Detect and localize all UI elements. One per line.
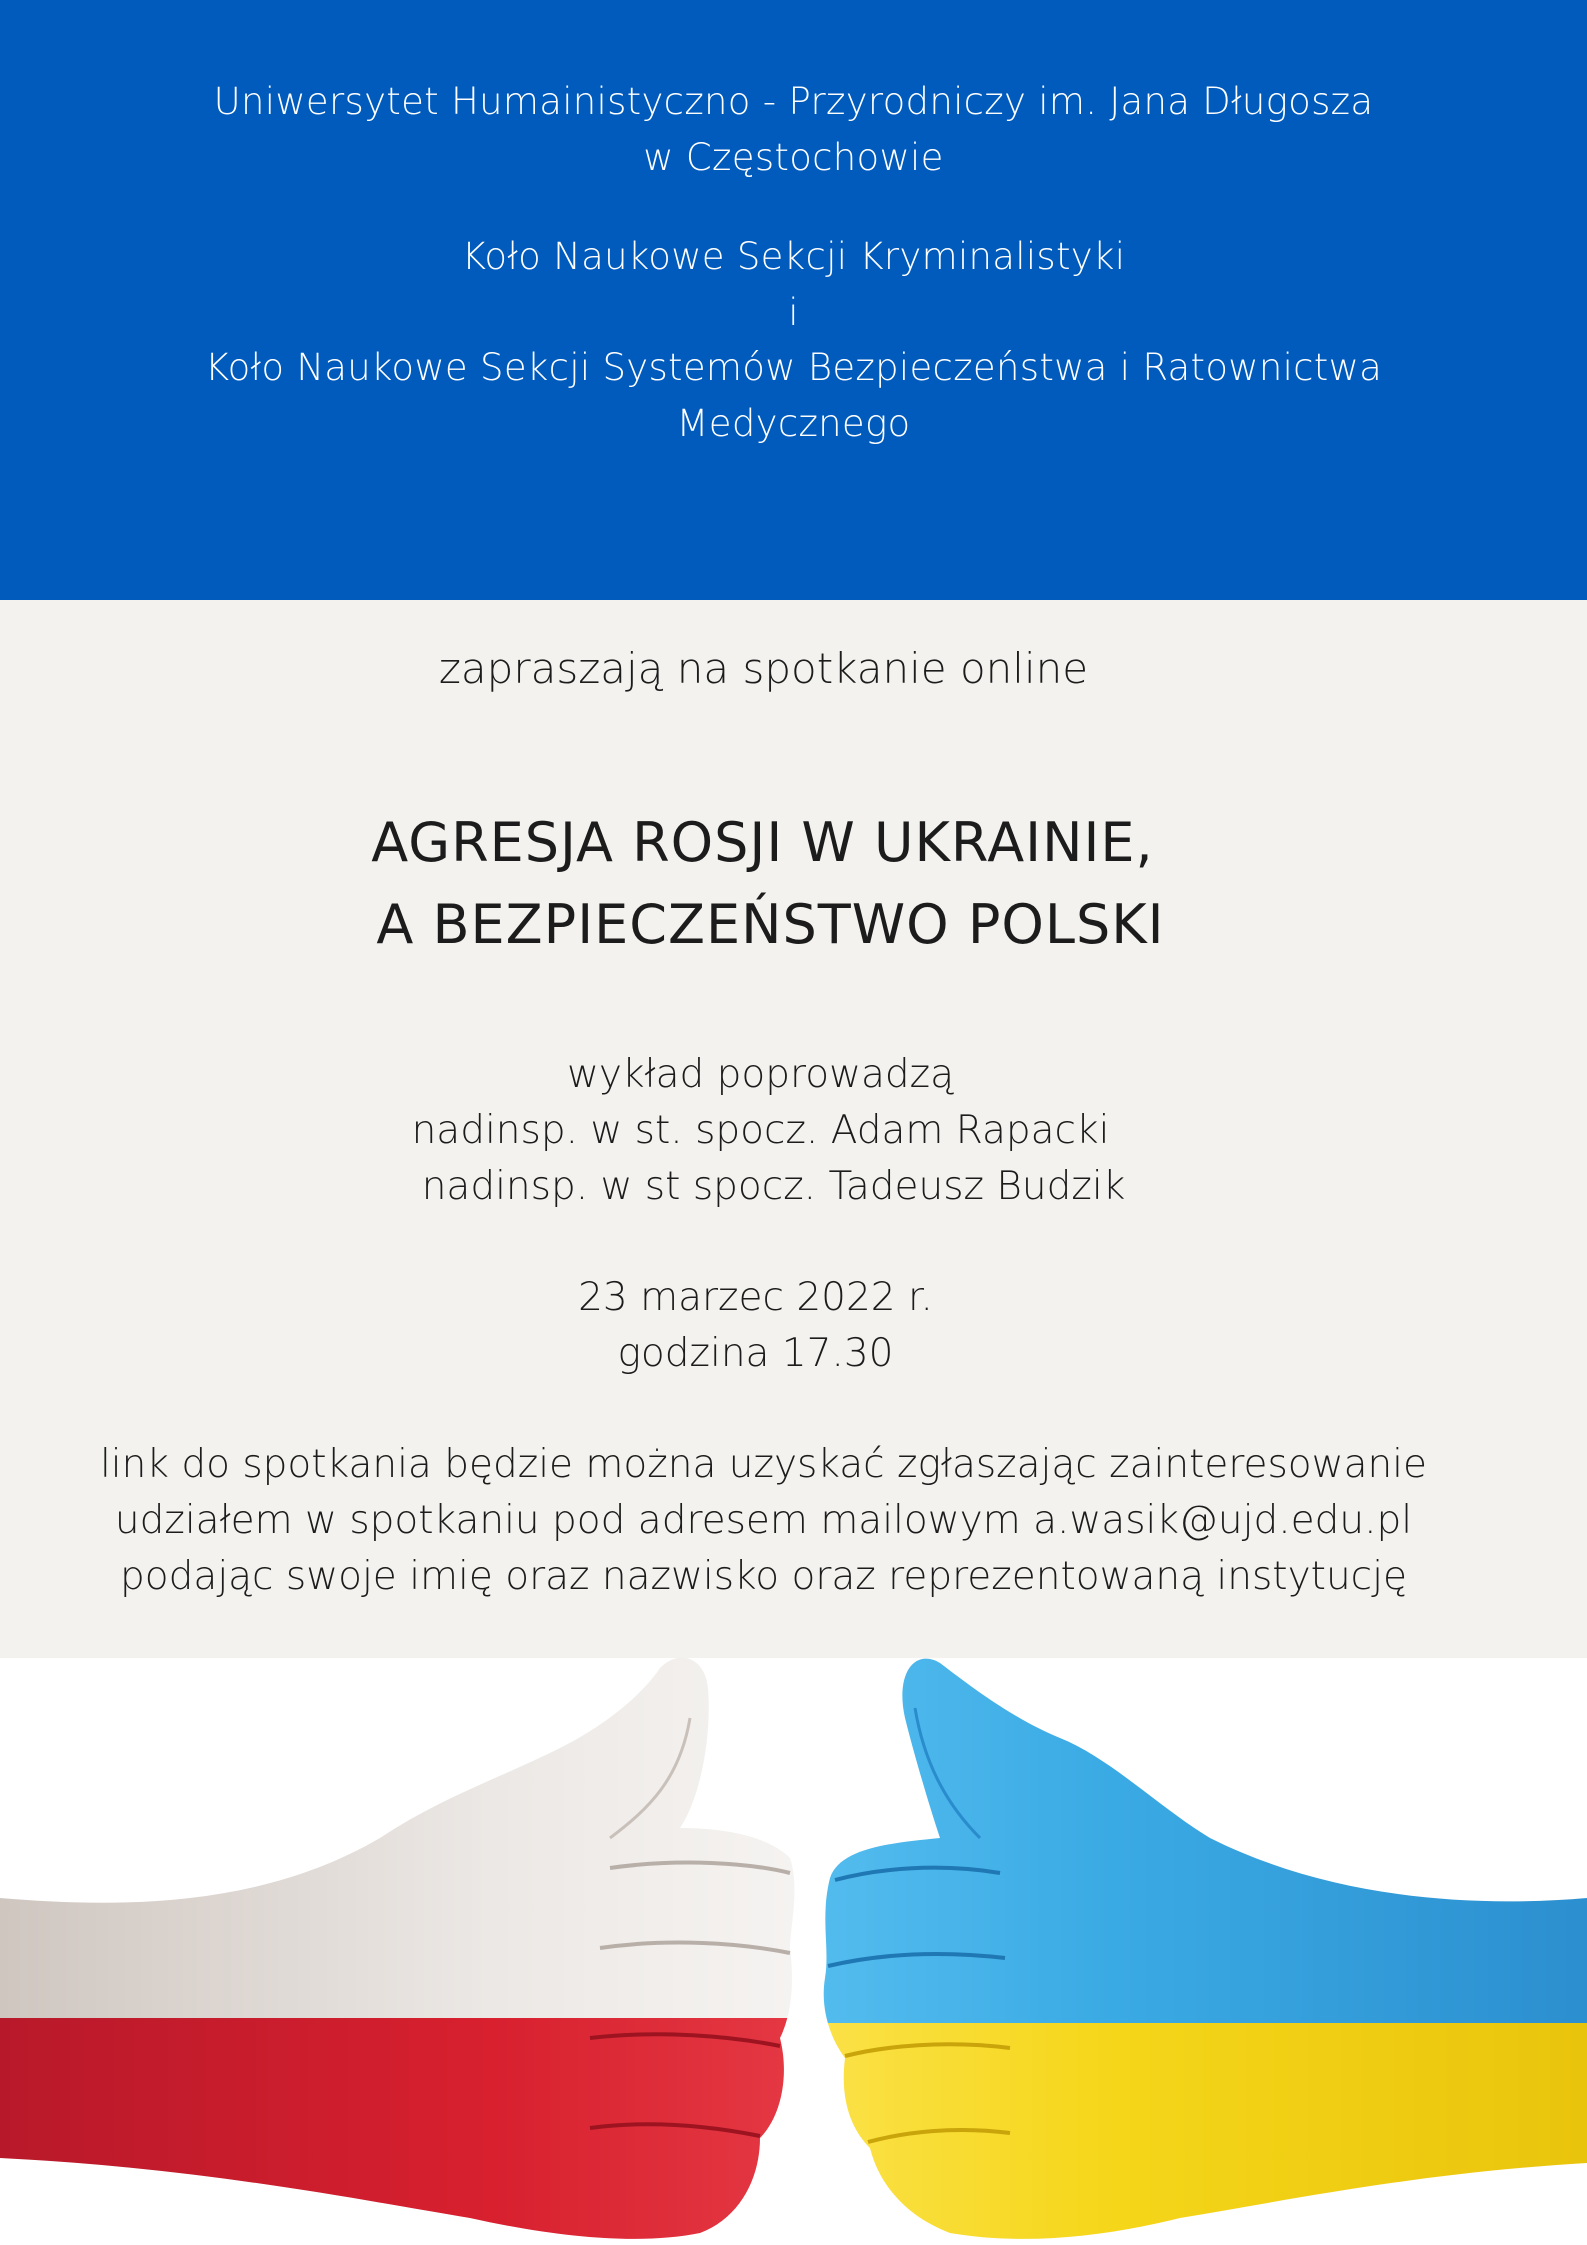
poland-white-band bbox=[0, 1658, 820, 2018]
club-security-line-1: Koło Naukowe Sekcji Systemów Bezpieczeństwa i Ratownictwa bbox=[204, 346, 1383, 389]
event-title-line-2: A BEZPIECZEŃSTWO POLSKI bbox=[376, 893, 1165, 956]
content-section bbox=[0, 600, 1587, 1658]
poland-red-band bbox=[0, 2018, 820, 2245]
hands-svg bbox=[0, 1658, 1587, 2245]
university-name: Uniwersytet Humainistyczno - Przyrodniczy im. Jana Długosza bbox=[213, 80, 1374, 123]
club-criminalistics: Koło Naukowe Sekcji Kryminalistyki bbox=[461, 235, 1126, 278]
event-time: godzina 17.30 bbox=[617, 1331, 894, 1376]
registration-line-2: udziałem w spotkaniu pod adresem mailowym a.wasik@ujd.edu.pl bbox=[114, 1498, 1413, 1543]
invitation-text: zapraszają na spotkanie online bbox=[438, 644, 1089, 693]
club-security-line-2: Medycznego bbox=[676, 402, 911, 445]
speaker-1: nadinsp. w st. spocz. Adam Rapacki bbox=[411, 1108, 1110, 1153]
speaker-2: nadinsp. w st spocz. Tadeusz Budzik bbox=[421, 1164, 1126, 1209]
event-title-line-1: AGRESJA ROSJI W UKRAINIE, bbox=[371, 811, 1154, 874]
poland-hand bbox=[0, 1658, 820, 2245]
registration-line-3: podając swoje imię oraz nazwisko oraz reprezentowaną instytucję bbox=[120, 1554, 1407, 1599]
event-date: 23 marzec 2022 r. bbox=[578, 1275, 933, 1320]
ukraine-hand bbox=[800, 1658, 1587, 2245]
ukraine-blue-band bbox=[800, 1658, 1587, 2023]
registration-line-1: link do spotkania będzie można uzyskać zgłaszając zainteresowanie bbox=[99, 1442, 1428, 1487]
header-banner bbox=[0, 0, 1587, 600]
university-city: w Częstochowie bbox=[643, 136, 944, 179]
conjunction: i bbox=[788, 291, 799, 334]
hands-illustration bbox=[0, 1658, 1587, 2245]
lecture-intro: wykład poprowadzą bbox=[566, 1052, 955, 1097]
